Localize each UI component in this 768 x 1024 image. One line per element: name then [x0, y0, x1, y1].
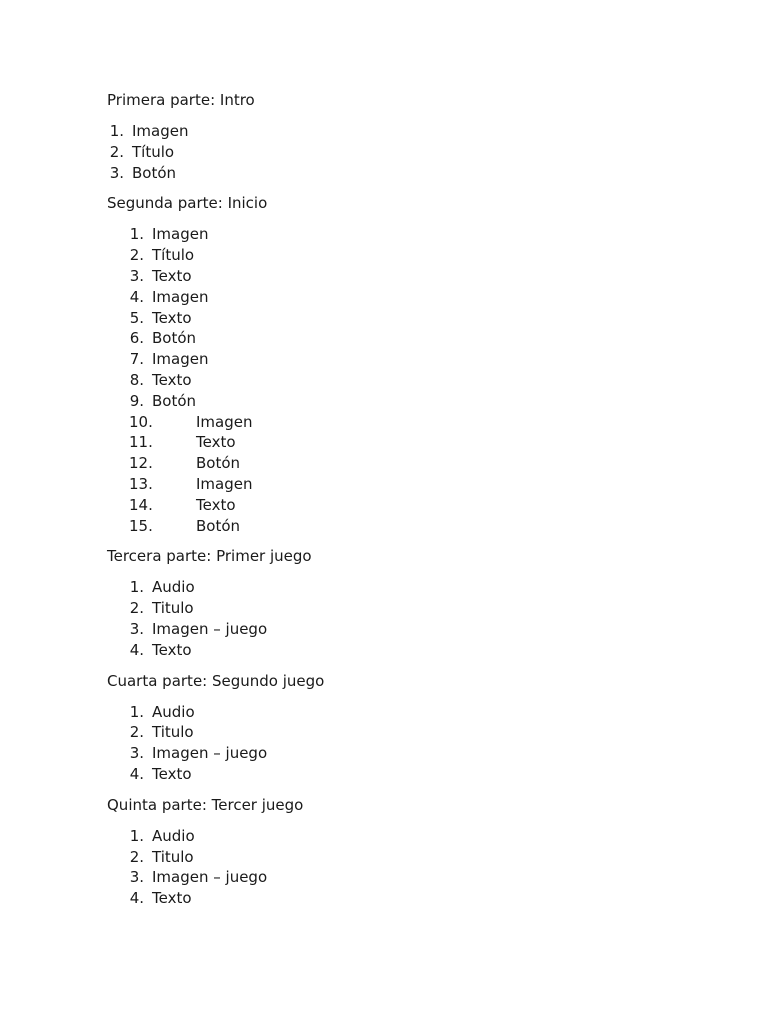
- list-text: Texto: [152, 266, 192, 285]
- list-text: Título: [152, 246, 195, 265]
- list-item: [107, 577, 707, 598]
- list-item: [107, 867, 707, 888]
- list-number: 3.: [129, 619, 144, 638]
- list-text: Botón: [196, 454, 241, 473]
- list-number: 9.: [129, 391, 144, 410]
- section-heading-intro: Primera parte: Intro: [107, 91, 255, 109]
- list-text: Imagen: [132, 122, 189, 140]
- list-number: 8.: [129, 370, 144, 389]
- list-number: 4.: [129, 287, 144, 306]
- list-item: [107, 391, 707, 412]
- list-item: [107, 453, 707, 474]
- list-number: 11.: [129, 433, 153, 452]
- list-number: 1.: [109, 122, 124, 140]
- list-item: [107, 163, 707, 184]
- list-text: Texto: [152, 308, 192, 327]
- list-item: [107, 308, 707, 329]
- list-text: Botón: [196, 516, 241, 535]
- list-text: Audio: [152, 826, 195, 845]
- list-text: Titulo: [152, 723, 194, 742]
- list-number: 1.: [129, 702, 144, 721]
- list-item: [107, 474, 707, 495]
- list-text: Texto: [152, 640, 192, 659]
- list-item: [107, 743, 707, 764]
- list-text: Audio: [152, 578, 195, 597]
- list-item: [107, 432, 707, 453]
- list-item: [107, 349, 707, 370]
- list-item: [107, 847, 707, 868]
- list-number: 7.: [129, 350, 144, 369]
- list-text: Audio: [152, 702, 195, 721]
- list-item: [107, 328, 707, 349]
- list-text: Imagen – juego: [152, 744, 268, 763]
- list-item: [107, 640, 707, 661]
- list-number: 15.: [129, 516, 153, 535]
- list-number: 12.: [129, 454, 153, 473]
- list-number: 14.: [129, 495, 153, 514]
- section-list-primer-juego: [107, 577, 707, 660]
- list-text: Imagen: [152, 350, 209, 369]
- list-item: [107, 598, 707, 619]
- list-text: Título: [132, 142, 175, 161]
- list-number: 1.: [129, 225, 144, 244]
- list-text: Botón: [132, 163, 177, 182]
- list-number: 3.: [129, 266, 144, 285]
- list-number: 10.: [129, 412, 153, 431]
- list-item: [107, 888, 707, 909]
- list-item: [107, 412, 707, 433]
- section-heading-segundo-juego: Cuarta parte: Segundo juego: [107, 671, 325, 690]
- list-number: 2.: [129, 847, 144, 866]
- list-number: 6.: [129, 329, 144, 348]
- list-text: Imagen: [152, 225, 209, 244]
- list-text: Titulo: [152, 847, 194, 866]
- list-number: 5.: [129, 308, 144, 327]
- list-text: Botón: [152, 329, 197, 348]
- section-heading-tercer-juego: Quinta parte: Tercer juego: [107, 795, 304, 814]
- list-text: Imagen – juego: [152, 868, 268, 887]
- list-text: Texto: [196, 433, 236, 452]
- list-item: [107, 722, 707, 743]
- list-item: [107, 245, 707, 266]
- list-number: 2.: [129, 599, 144, 618]
- list-item: [107, 495, 707, 516]
- list-text: Texto: [196, 495, 236, 514]
- list-number: 4.: [129, 889, 144, 908]
- list-item: [107, 266, 707, 287]
- list-text: Texto: [152, 370, 192, 389]
- list-text: Imagen: [152, 287, 209, 306]
- list-number: 2.: [129, 246, 144, 265]
- section-list-intro: [107, 121, 707, 183]
- list-item: [107, 142, 707, 163]
- list-number: 3.: [129, 868, 144, 887]
- list-item: [107, 619, 707, 640]
- list-text: Botón: [152, 391, 197, 410]
- list-text: Imagen: [196, 474, 253, 493]
- list-number: 1.: [129, 826, 144, 845]
- list-number: 1.: [129, 578, 144, 597]
- list-item: [107, 121, 707, 142]
- section-list-inicio: [107, 224, 707, 536]
- list-number: 2.: [129, 723, 144, 742]
- section-list-tercer-juego: [107, 826, 707, 909]
- list-item: [107, 287, 707, 308]
- section-list-segundo-juego: [107, 702, 707, 785]
- section-heading-primer-juego: Tercera parte: Primer juego: [107, 547, 312, 566]
- list-number: 4.: [129, 764, 144, 783]
- list-text: Imagen – juego: [152, 619, 268, 638]
- list-item: [107, 764, 707, 785]
- list-item: [107, 516, 707, 537]
- list-text: Texto: [152, 889, 192, 908]
- list-number: 3.: [109, 163, 124, 182]
- list-text: Texto: [152, 764, 192, 783]
- list-number: 3.: [129, 744, 144, 763]
- section-heading-inicio: Segunda parte: Inicio: [107, 194, 268, 213]
- list-item: [107, 702, 707, 723]
- list-item: [107, 826, 707, 847]
- list-item: [107, 224, 707, 245]
- list-text: Titulo: [152, 599, 194, 618]
- list-number: 13.: [129, 474, 153, 493]
- list-number: 2.: [109, 142, 124, 161]
- list-number: 4.: [129, 640, 144, 659]
- document-page: [107, 90, 707, 919]
- list-text: Imagen: [196, 412, 253, 431]
- list-item: [107, 370, 707, 391]
